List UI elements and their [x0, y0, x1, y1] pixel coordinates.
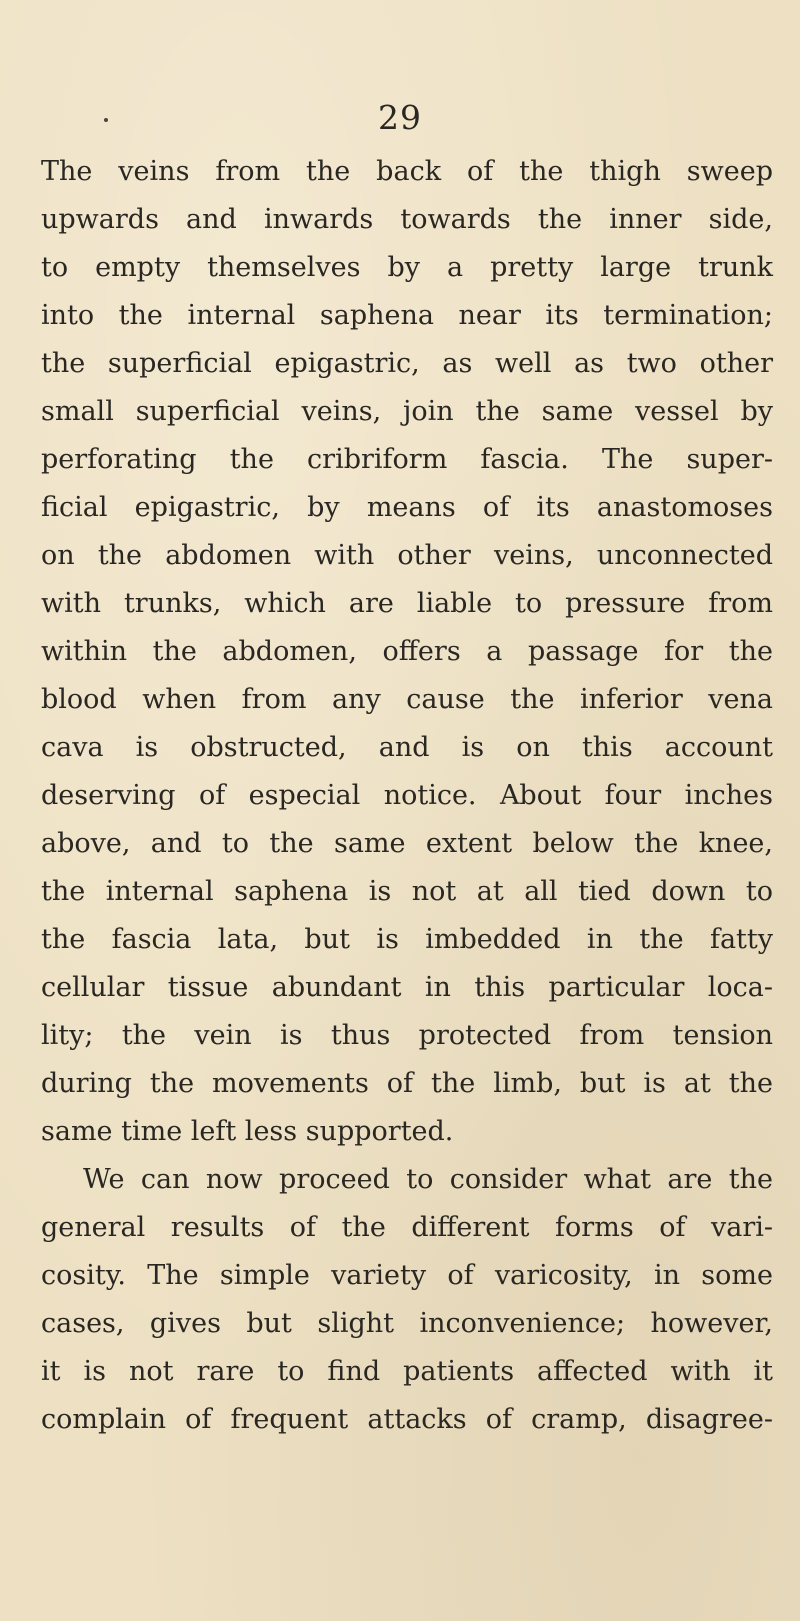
text-line: complain of frequent attacks of cramp, disagree- — [41, 1404, 773, 1435]
text-line: the internal saphena is not at all tied down to — [41, 876, 773, 907]
text-line: during the movements of the limb, but is at the — [41, 1068, 773, 1099]
text-line: The veins from the back of the thigh sweep — [41, 156, 773, 187]
text-line: cellular tissue abundant in this particular loca- — [41, 972, 773, 1003]
text-line: cases, gives but slight inconvenience; however, — [41, 1308, 773, 1339]
page-number: 29 — [378, 98, 422, 137]
text-line: general results of the different forms of vari- — [41, 1212, 773, 1243]
text-line: it is not rare to find patients affected with it — [41, 1356, 773, 1387]
text-line: perforating the cribriform fascia. The super- — [41, 444, 773, 475]
text-line: to empty themselves by a pretty large trunk — [41, 252, 773, 283]
text-line: small superficial veins, join the same vessel by — [41, 396, 773, 427]
text-line: blood when from any cause the inferior vena — [41, 684, 773, 715]
text-line: on the abdomen with other veins, unconnected — [41, 540, 773, 571]
text-line: deserving of especial notice. About four inches — [41, 780, 773, 811]
text-line: with trunks, which are liable to pressure from — [41, 588, 773, 619]
text-line: within the abdomen, offers a passage for the — [41, 636, 773, 667]
text-line: the superficial epigastric, as well as two other — [41, 348, 773, 379]
text-line: cosity. The simple variety of varicosity, in some — [41, 1260, 773, 1291]
text-line: upwards and inwards towards the inner side, — [41, 204, 773, 235]
text-line: the fascia lata, but is imbedded in the fatty — [41, 924, 773, 955]
text-line: cava is obstructed, and is on this account — [41, 732, 773, 763]
body-text — [41, 148, 773, 1444]
text-line: lity; the vein is thus protected from tension — [41, 1020, 773, 1051]
text-line: into the internal saphena near its termination; — [41, 300, 773, 331]
text-line: ficial epigastric, by means of its anastomoses — [41, 492, 773, 523]
text-line: same time left less supported. — [41, 1116, 454, 1147]
paragraph-start-line: We can now proceed to consider what are the — [83, 1164, 773, 1195]
text-line: above, and to the same extent below the knee, — [41, 828, 773, 859]
